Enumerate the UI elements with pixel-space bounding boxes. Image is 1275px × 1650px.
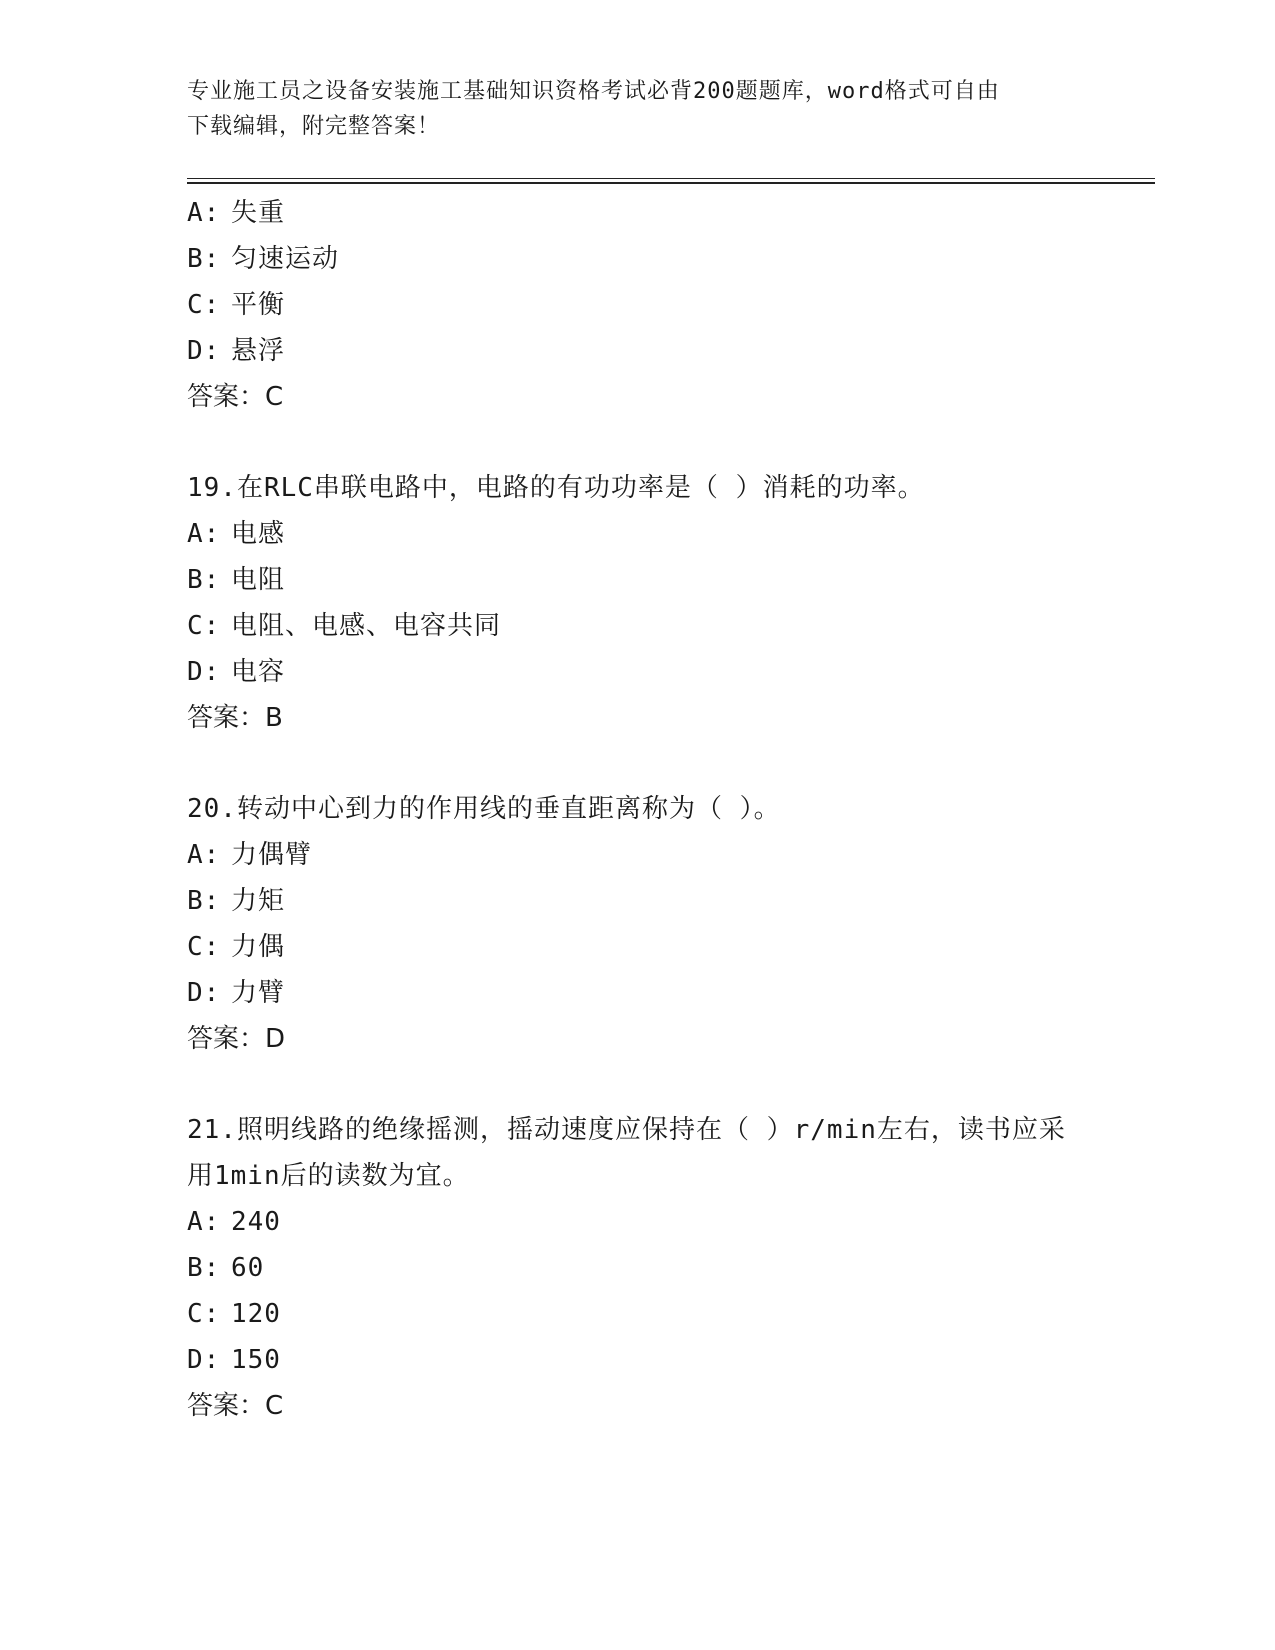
option-c: C: 120	[187, 1299, 281, 1329]
option-text: 电感	[231, 519, 286, 549]
header-divider-thick	[187, 182, 1155, 184]
option-d: D: 150	[187, 1345, 281, 1375]
option-a: A: 电感	[187, 519, 286, 549]
option-a: A: 失重	[187, 198, 286, 228]
answer-line: 答案：B	[187, 703, 283, 733]
answer-line: 答案：C	[187, 1391, 284, 1421]
question-text: 21.照明线路的绝缘摇测，摇动速度应保持在（ ）r/min左右，读书应采用1min后的读数为宜。	[187, 1115, 1066, 1191]
option-c: C: 力偶	[187, 932, 286, 962]
question-block-21	[187, 1107, 1107, 1429]
question-text: 20.转动中心到力的作用线的垂直距离称为（ ）。	[187, 794, 781, 824]
option-a: A: 力偶臂	[187, 840, 313, 870]
question-list	[187, 190, 1107, 1429]
option-text: 力臂	[231, 978, 286, 1008]
option-a: A: 240	[187, 1207, 281, 1237]
option-d: D: 力臂	[187, 978, 286, 1008]
option-c: C: 平衡	[187, 290, 286, 320]
option-text: 力偶臂	[231, 840, 313, 870]
option-b: B: 60	[187, 1253, 265, 1283]
option-text: 匀速运动	[231, 244, 340, 274]
question-text: 19.在RLC串联电路中，电路的有功功率是（ ）消耗的功率。	[187, 473, 925, 503]
option-b: B: 力矩	[187, 886, 286, 916]
question-block-19	[187, 465, 1107, 741]
option-b: B: 匀速运动	[187, 244, 340, 274]
option-d: D: 悬浮	[187, 336, 286, 366]
option-text: 电阻	[231, 565, 286, 595]
answer-line: 答案：C	[187, 382, 284, 412]
option-text: 平衡	[231, 290, 286, 320]
option-text: 120	[231, 1299, 281, 1329]
option-text: 力矩	[231, 886, 286, 916]
header-title-line-1: 专业施工员之设备安装施工基础知识资格考试必背200题题库，word格式可自由	[187, 79, 1000, 104]
option-text: 力偶	[231, 932, 286, 962]
option-text: 悬浮	[231, 336, 286, 366]
question-block-18	[187, 190, 1107, 420]
header-divider-thin	[187, 178, 1155, 179]
option-text: 150	[231, 1345, 281, 1375]
option-text: 60	[231, 1253, 265, 1283]
option-c: C: 电阻、电感、电容共同	[187, 611, 502, 641]
document-header	[187, 74, 1087, 144]
option-text: 失重	[231, 198, 286, 228]
option-d: D: 电容	[187, 657, 286, 687]
header-title-line-2: 下载编辑，附完整答案！	[187, 114, 441, 139]
question-block-20	[187, 786, 1107, 1062]
option-text: 电阻、电感、电容共同	[231, 611, 502, 641]
option-text: 电容	[231, 657, 286, 687]
option-b: B: 电阻	[187, 565, 286, 595]
answer-line: 答案：D	[187, 1024, 286, 1054]
option-text: 240	[231, 1207, 281, 1237]
